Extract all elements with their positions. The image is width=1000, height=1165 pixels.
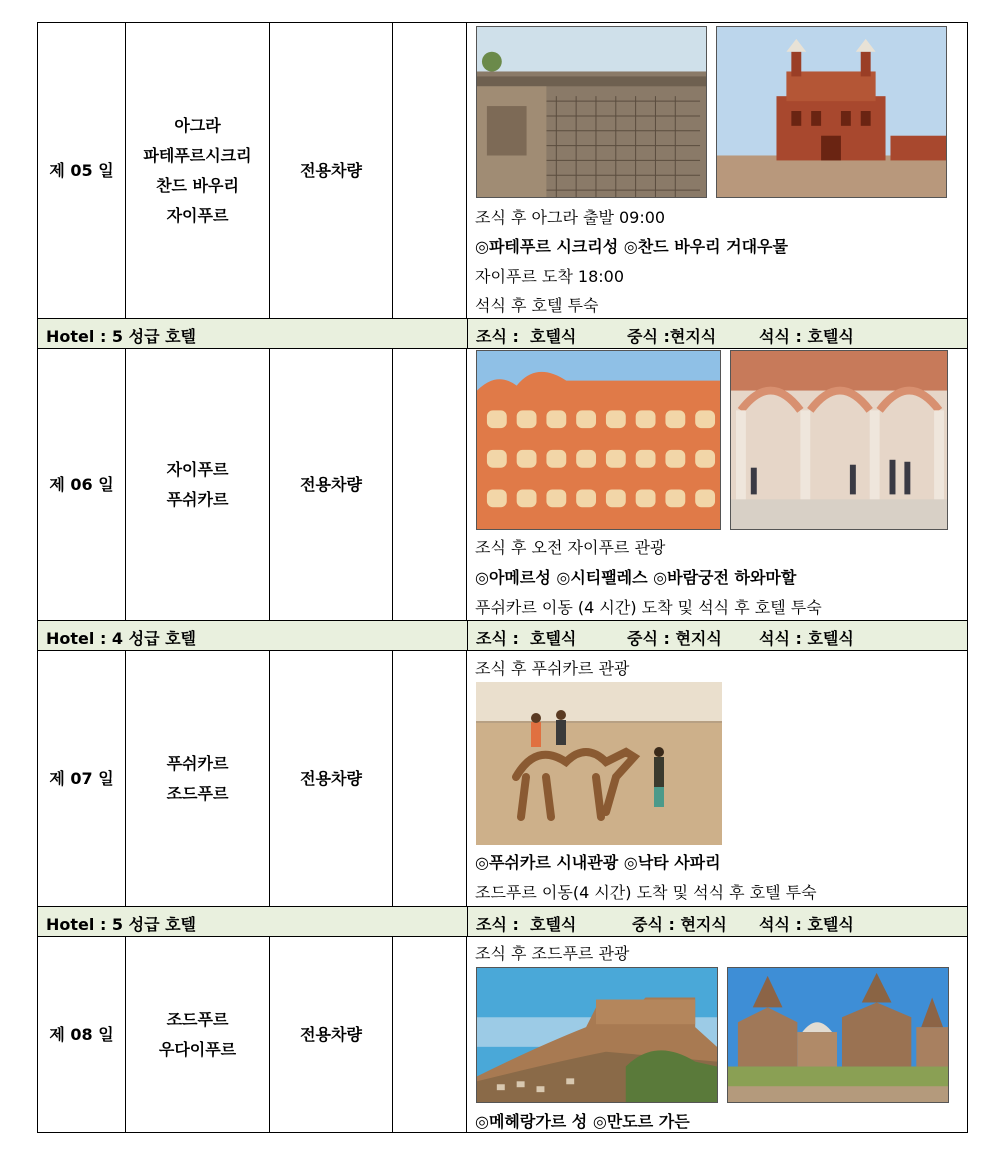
hawa-mahal-photo [476, 350, 721, 530]
meals [467, 319, 967, 348]
day-row-05 [37, 22, 968, 318]
detail-line-highlight: ◎메헤랑가르 성 ◎만도르 가든 [475, 1112, 690, 1131]
empty-cell [393, 23, 467, 318]
day-label: 제 05 일 [38, 23, 126, 318]
hotel-row [37, 318, 968, 348]
empty-cell [393, 937, 467, 1132]
day-label: 제 08 일 [38, 937, 126, 1132]
meals [467, 621, 967, 650]
hotel-row [37, 906, 968, 936]
dinner: 석식 : 호텔식 [759, 327, 854, 346]
hotel-name: Hotel : 4 성급 호텔 [46, 629, 197, 648]
hotel-name: Hotel : 5 성급 호텔 [46, 915, 197, 934]
empty-cell [393, 651, 467, 906]
transport: 전용차량 [270, 651, 393, 906]
empty-cell [393, 349, 467, 620]
detail-line-highlight: ◎아메르성 ◎시티팰레스 ◎바람궁전 하와마할 [475, 568, 797, 587]
detail-line: 조식 후 아그라 출발 09:00 [475, 208, 666, 227]
breakfast: 조식 : 호텔식 [476, 327, 577, 346]
mehrangarh-fort-photo [476, 967, 718, 1103]
transport: 전용차량 [270, 23, 393, 318]
breakfast: 조식 : 호텔식 [476, 915, 577, 934]
detail-line-highlight: ◎파테푸르 시크리성 ◎찬드 바우리 거대우물 [475, 237, 788, 256]
day-cities: 조드푸르 우다이푸르 [126, 937, 270, 1132]
day-details [467, 23, 967, 318]
camel-safari-photo [476, 682, 722, 845]
hotel-row [37, 620, 968, 650]
breakfast: 조식 : 호텔식 [476, 629, 577, 648]
transport: 전용차량 [270, 937, 393, 1132]
hotel-name: Hotel : 5 성급 호텔 [46, 327, 197, 346]
day-cities: 자이푸르 푸쉬카르 [126, 349, 270, 620]
day-row-08 [37, 936, 968, 1133]
day-label: 제 07 일 [38, 651, 126, 906]
detail-line: 조식 후 푸쉬카르 관광 [475, 659, 630, 678]
detail-line: 푸쉬카르 이동 (4 시간) 도착 및 석식 후 호텔 투숙 [475, 598, 822, 617]
stepwell-photo [476, 26, 707, 198]
day-details [467, 349, 967, 620]
detail-line: 조식 후 오전 자이푸르 관광 [475, 538, 666, 557]
detail-line: 조식 후 조드푸르 관광 [475, 944, 630, 963]
dinner: 석식 : 호텔식 [759, 629, 854, 648]
mandore-garden-photo [727, 967, 949, 1103]
day-row-07 [37, 650, 968, 906]
day-cities: 아그라 파테푸르시크리 찬드 바우리 자이푸르 [126, 23, 270, 318]
transport: 전용차량 [270, 349, 393, 620]
day-label: 제 06 일 [38, 349, 126, 620]
day-details [467, 651, 967, 906]
palace-photo [716, 26, 947, 198]
day-row-06 [37, 348, 968, 620]
city-palace-hall-photo [730, 350, 948, 530]
lunch: 중식 : 현지식 [627, 629, 722, 648]
detail-line: 자이푸르 도착 18:00 [475, 267, 625, 286]
dinner: 석식 : 호텔식 [759, 915, 854, 934]
detail-line: 조드푸르 이동(4 시간) 도착 및 석식 후 호텔 투숙 [475, 883, 817, 902]
lunch: 중식 :현지식 [627, 327, 717, 346]
day-details [467, 937, 967, 1132]
detail-line: 석식 후 호텔 투숙 [475, 296, 599, 315]
itinerary-table [37, 22, 968, 1133]
detail-line-highlight: ◎푸쉬카르 시내관광 ◎낙타 사파리 [475, 853, 721, 872]
day-cities: 푸쉬카르 조드푸르 [126, 651, 270, 906]
lunch: 중식 : 현지식 [632, 915, 727, 934]
meals [467, 907, 967, 936]
